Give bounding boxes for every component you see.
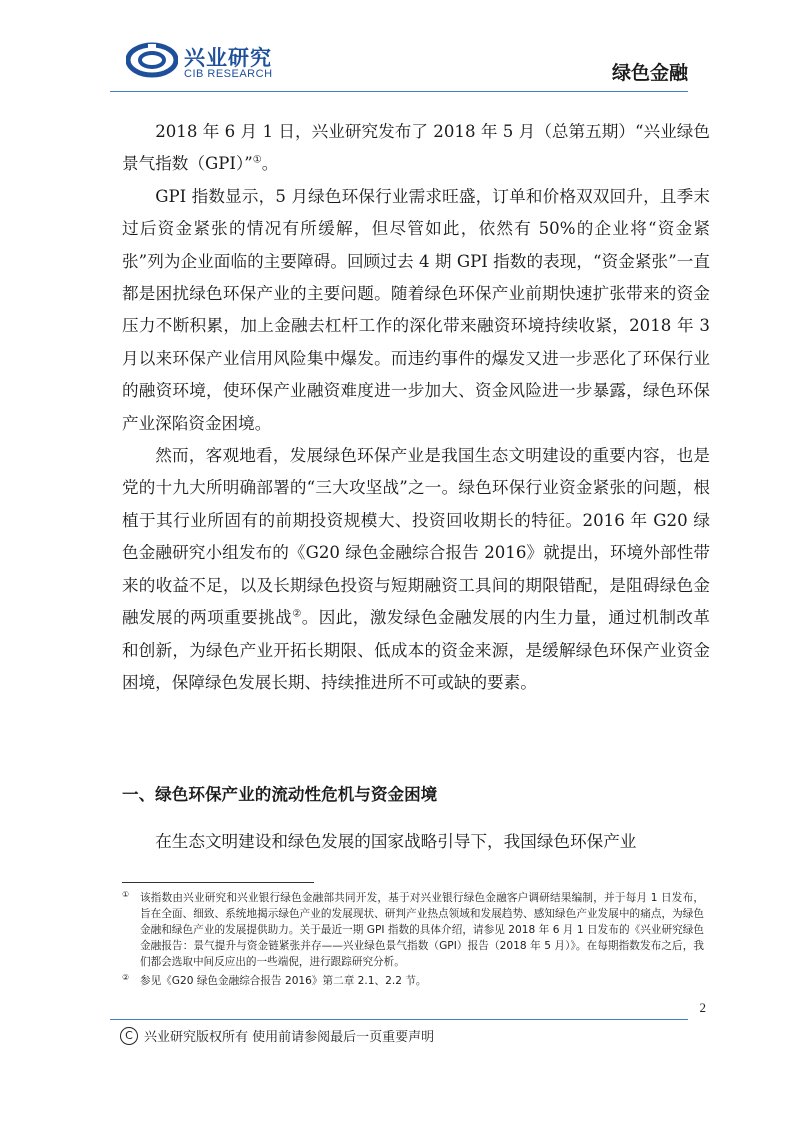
section-label: 绿色金融 (611, 62, 688, 84)
footnote-1-mark: ① (122, 890, 130, 899)
paragraph-1-end: 。 (261, 154, 279, 174)
paragraph-4: 在生态文明建设和绿色发展的国家战略引导下，我国绿色环保产业 (155, 832, 637, 851)
section-heading: 一、绿色环保产业的流动性危机与资金困境 (122, 785, 438, 804)
footnote-2 (122, 973, 704, 989)
report-body (122, 116, 710, 699)
logo-text-cn: 兴业研究 (184, 46, 272, 70)
logo-text-en: CIB RESEARCH (184, 68, 273, 80)
paragraph-2: GPI 指数显示，5 月绿色环保行业需求旺盛，订单和价格双双回升，且季末过后资金紧张的情况有所缓解，但尽管如此，依然有 50%的企业将“资金紧张”列为企业面临的主要障碍。回顾过去 4 期 GPI 指数的表现，“资金紧张”一直都是困扰绿色环保产业的主要问题。随着绿色环保产业前期快速扩张带来的资金压力不断积累，加上金融去杠杆工作的深化带来融资环境持续收紧，2018 年 3 月以来环保产业信用风险集中爆发。而违约事件的爆发又进一步恶化了环保行业的融资环境，使环保产业融资难度进一步加大、资金风险进一步暴露，绿色环保产业深陷资金困境。 (122, 186, 710, 433)
footnote-2-mark: ② (122, 973, 130, 982)
footnote-ref-1[interactable]: ① (252, 154, 262, 166)
footnote-1-text: 该指数由兴业研究和兴业银行绿色金融部共同开发，基于对兴业银行绿色金融客户调研结果编制，并于每月 1 日发布，旨在全面、细致、系统地揭示绿色产业的发展现状、研判产业热点领域和发展趋势、感知绿色产业发展中的痛点，为绿色金融和绿色产业的发展提供助力。关于最近一期 GPI 指数的具体介绍，请参见 2018 年 6 月 1 日发布的《兴业研究绿色金融报告：景气提升与资金链紧张并存——兴业绿色景气指数（GPI）报告（2018 年 5 月）》。在每期指数发布之后，我们都会选取中间反应出的一些端倪，进行跟踪研究分析。 (140, 892, 704, 968)
footnote-2-text: 参见《G20 绿色金融综合报告 2016》第二章 2.1、2.2 节。 (140, 975, 427, 987)
page-number: 2 (699, 1000, 706, 1015)
paragraph-3-text: 然而，客观地看，发展绿色环保产业是我国生态文明建设的重要内容，也是党的十九大所明确部署的“三大攻坚战”之一。绿色环保行业资金紧张的问题，根植于其行业所固有的前期投资规模大、投资回收期长的特征。2016 年 G20 绿色金融研究小组发布的《G20 绿色金融综合报告 2016》就提出，环境外部性带来的收益不足，以及长期绿色投资与短期融资工具间的期限错配，是阻碍绿色金融发展的两项重要挑战 (122, 446, 710, 628)
cib-logo-icon (126, 42, 178, 78)
footnote-1 (122, 890, 704, 970)
footer-disclaimer: 兴业研究版权所有 使用前请参阅最后一页重要声明 (144, 1030, 435, 1045)
footnote-ref-2[interactable]: ② (292, 608, 302, 620)
paragraph-3 (122, 440, 710, 699)
page-header (0, 0, 800, 92)
footer-divider (110, 1019, 688, 1020)
paragraph-1 (122, 116, 710, 181)
page-footer (120, 1026, 434, 1045)
footnotes (122, 890, 704, 989)
copyright-icon: C (120, 1027, 138, 1045)
paragraph-3-end: 。因此，激发绿色金融发展的内生力量，通过机制改革和创新，为绿色产业开拓长期限、低成本的资金来源，是缓解绿色环保产业资金困境，保障绿色发展长期、持续推进所不可或缺的要素。 (122, 608, 711, 692)
header-divider (110, 91, 688, 92)
paragraph-1-text: 2018 年 6 月 1 日，兴业研究发布了 2018 年 5 月（总第五期）“兴业绿色景气指数（GPI）” (122, 122, 710, 174)
footnote-divider (122, 882, 314, 883)
